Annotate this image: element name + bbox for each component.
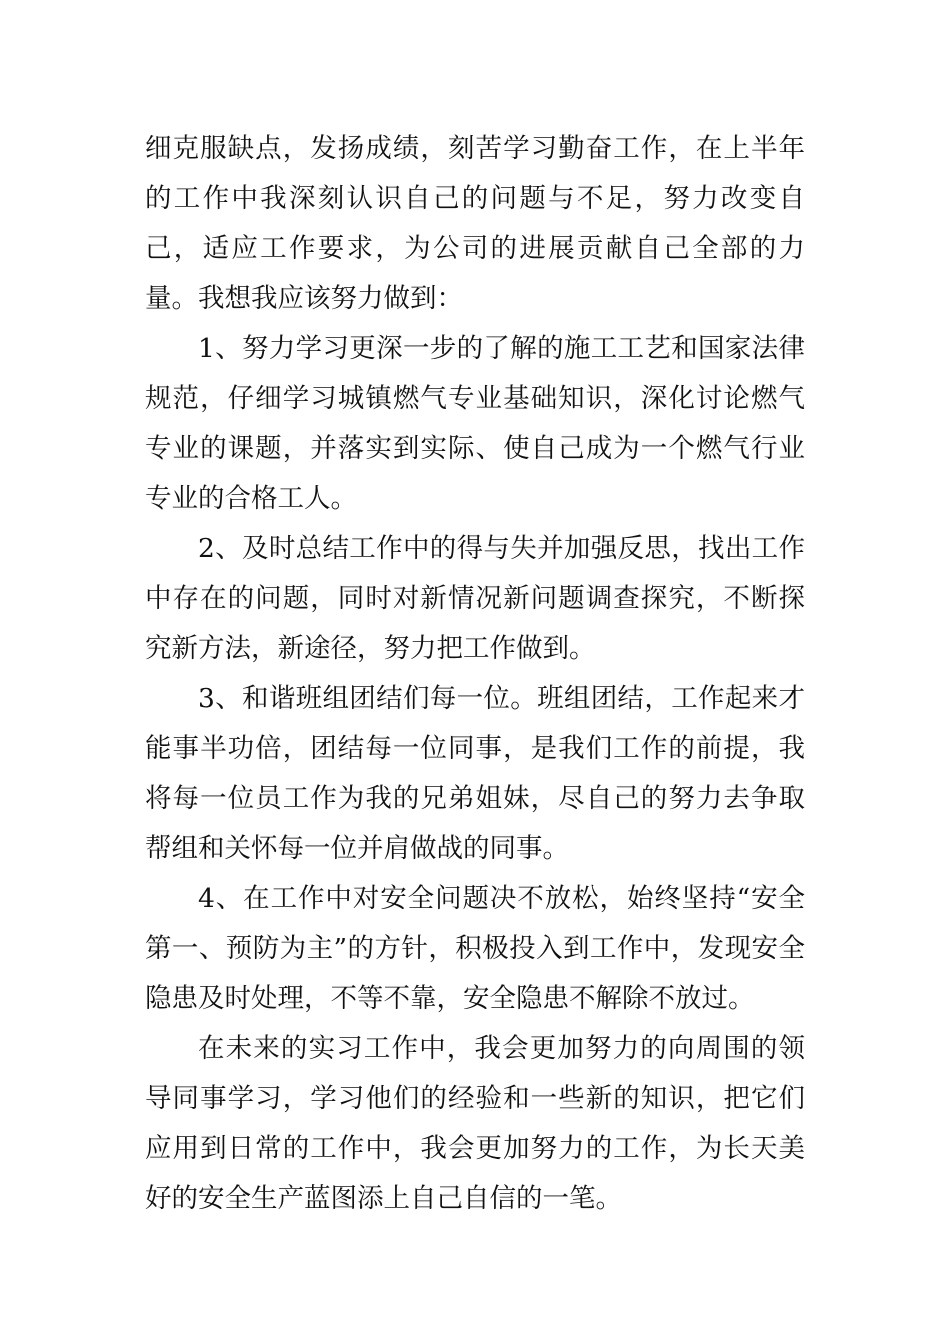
paragraph-continuation: 细克服缺点，发扬成绩，刻苦学习勤奋工作，在上半年的工作中我深刻认识自己的问题与不足，努力改变自己，适应工作要求，为公司的进展贡献自己全部的力量。我想我应该努力做到： [145, 133, 805, 314]
paragraph-item-1: 1、努力学习更深一步的了解的施工工艺和国家法律规范，仔细学习城镇燃气专业基础知识，深化讨论燃气专业的课题，并落实到实际、使自己成为一个燃气行业专业的合格工人。 [145, 333, 805, 514]
paragraph-item-3: 3、和谐班组团结们每一位。班组团结，工作起来才能事半功倍，团结每一位同事，是我们工作的前提，我将每一位员工作为我的兄弟姐妹，尽自己的努力去争取帮组和关怀每一位并肩做战的同事。 [145, 683, 805, 864]
document-page [145, 124, 805, 1224]
paragraph-item-4: 4、在工作中对安全问题决不放松，始终坚持“安全第一、预防为主”的方针，积极投入到工作中，发现安全隐患及时处理，不等不靠，安全隐患不解除不放过。 [145, 883, 805, 1014]
paragraph-conclusion: 在未来的实习工作中，我会更加努力的向周围的领导同事学习，学习他们的经验和一些新的知识，把它们应用到日常的工作中，我会更加努力的工作，为长天美好的安全生产蓝图添上自己自信的一笔。 [145, 1033, 805, 1214]
paragraph-item-2: 2、及时总结工作中的得与失并加强反思，找出工作中存在的问题，同时对新情况新问题调查探究，不断探究新方法，新途径，努力把工作做到。 [145, 533, 805, 664]
